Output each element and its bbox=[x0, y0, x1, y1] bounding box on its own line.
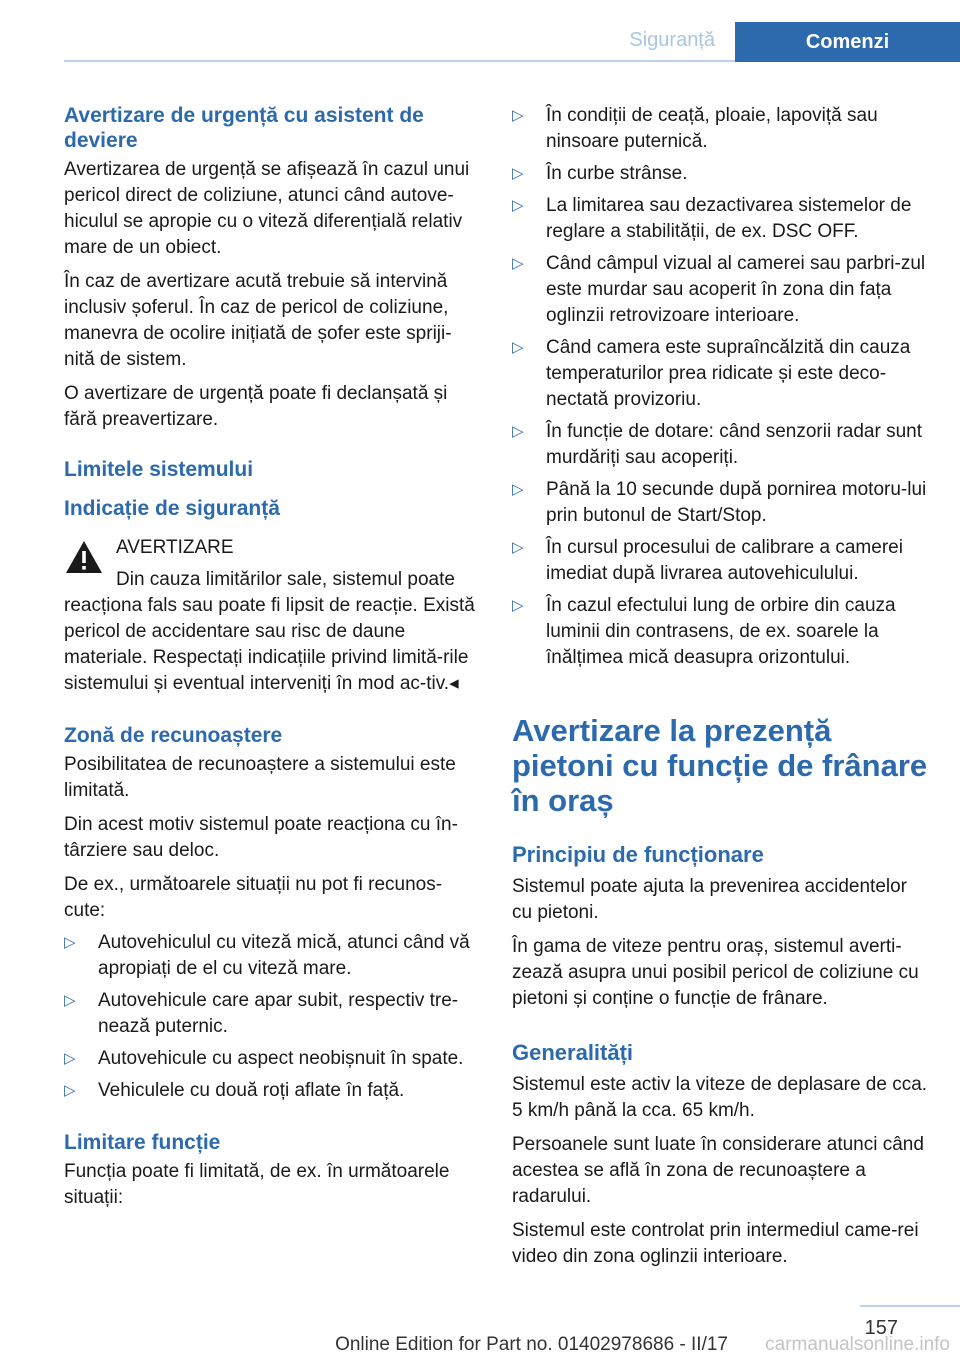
header-tab: Comenzi bbox=[735, 22, 960, 62]
list-item: ▷ Autovehicule cu aspect neobișnuit în spate. bbox=[64, 1046, 480, 1072]
bullet-triangle-icon: ▷ bbox=[64, 934, 76, 951]
list-item: ▷ Când câmpul vizual al camerei sau parbri‐zul este murdar sau acoperit în zona din fața oglinzii retrovizoare interioare. bbox=[512, 253, 926, 326]
list-item: ▷ La limitarea sau dezactivarea sistemelor de reglare a stabilității, de ex. DSC OFF. bbox=[512, 195, 912, 242]
bullet-triangle-icon: ▷ bbox=[512, 597, 524, 614]
heading-limitele-sistemului: Limitele sistemului bbox=[64, 458, 254, 481]
bullet-triangle-icon: ▷ bbox=[512, 339, 524, 356]
bullet-triangle-icon: ▷ bbox=[512, 539, 524, 556]
heading-avertizare-urgenta: Avertizare de urgență cu asistent de deviere bbox=[64, 104, 424, 152]
list-item: ▷ Vehiculele cu două roți aflate în față. bbox=[64, 1078, 480, 1104]
list-item: ▷ Autovehicule care apar subit, respectiv tre‐nează puternic. bbox=[64, 990, 459, 1037]
bullet-triangle-icon: ▷ bbox=[512, 107, 524, 124]
bullet-triangle-icon: ▷ bbox=[64, 992, 76, 1009]
bullet-triangle-icon: ▷ bbox=[64, 1050, 76, 1067]
paragraph: În gama de viteze pentru oraș, sistemul averti‐zează asupra unui posibil pericol de coliziune cu pietoni și conține o funcție de frânare. bbox=[512, 936, 919, 1009]
paragraph: Avertizarea de urgență se afișează în cazul unui pericol direct de coliziune, atunci când autove‐hiculul se apropie cu o viteză diferențială relativ mare de un obiect. bbox=[64, 159, 470, 258]
bullet-triangle-icon: ▷ bbox=[512, 165, 524, 182]
list-item: ▷ Când camera este supraîncălzită din cauza temperaturilor prea ridicate și este deco‐nectată provizoriu. bbox=[512, 337, 911, 410]
heading-zona-recunoastere: Zonă de recunoaștere bbox=[64, 724, 283, 747]
paragraph: De ex., următoarele situații nu pot fi recunos‐cute: bbox=[64, 874, 443, 921]
paragraph: În caz de avertizare acută trebuie să intervină inclusiv șoferul. În caz de pericol de coliziune, manevra de ocolire inițiată de șofer este spriji‐nită de sistem. bbox=[64, 271, 452, 370]
bullet-triangle-icon: ▷ bbox=[64, 1082, 76, 1099]
paragraph: Sistemul este activ la viteze de deplasare de cca. 5 km/h până la cca. 65 km/h. bbox=[512, 1074, 928, 1121]
heading-limitare-functie: Limitare funcție bbox=[64, 1131, 221, 1154]
heading-indicatie-siguranta: Indicație de siguranță bbox=[64, 497, 280, 520]
footer-rule bbox=[860, 1305, 960, 1307]
list-item: ▷ Până la 10 secunde după pornirea motoru‐lui prin butonul de Start/Stop. bbox=[512, 479, 927, 526]
list-item: ▷ În cursul procesului de calibrare a camerei imediat după livrarea autovehiculului. bbox=[512, 537, 903, 584]
paragraph: O avertizare de urgență poate fi declanșată și fără preavertizare. bbox=[64, 383, 448, 430]
warning-title: AVERTIZARE bbox=[116, 537, 234, 558]
left-column bbox=[64, 103, 480, 1219]
list-item: ▷ În curbe strânse. bbox=[512, 161, 928, 187]
bullet-triangle-icon: ▷ bbox=[512, 255, 524, 272]
header-section-label: Siguranță bbox=[629, 29, 715, 51]
warning-triangle-icon bbox=[64, 539, 104, 575]
list-item: ▷ În condiții de ceață, ploaie, lapoviță sau ninsoare puternică. bbox=[512, 105, 878, 152]
warning-box bbox=[64, 535, 480, 697]
edition-label: Online Edition for Part no. 01402978686 - II/17 bbox=[335, 1334, 728, 1355]
heading-generalitati: Generalități bbox=[512, 1040, 634, 1065]
watermark: carmanualsonline.info bbox=[765, 1334, 950, 1355]
warning-body: Din cauza limitărilor sale, sistemul poate reacționa fals sau poate fi lipsit de reacție. Există pericol de accidentare sau risc de daune materiale. Respectați indicațiile privind limită‐rile sistemului și eventual interveniți în mod ac‐tiv.◂ bbox=[64, 569, 475, 694]
paragraph: Funcția poate fi limitată, de ex. în următoarele situații: bbox=[64, 1161, 450, 1208]
list-item: ▷ Autovehiculul cu viteză mică, atunci când vă apropiați de el cu viteză mare. bbox=[64, 932, 470, 979]
paragraph: Posibilitatea de recunoaștere a sistemului este limitată. bbox=[64, 754, 456, 801]
bullet-triangle-icon: ▷ bbox=[512, 423, 524, 440]
right-column bbox=[512, 103, 928, 1278]
paragraph: Din acest motiv sistemul poate reacționa cu în‐târziere sau deloc. bbox=[64, 814, 458, 861]
paragraph: Sistemul poate ajuta la prevenirea accidentelor cu pietoni. bbox=[512, 876, 908, 923]
page-number: 157 bbox=[864, 1317, 898, 1339]
bullet-triangle-icon: ▷ bbox=[512, 197, 524, 214]
heading-principiu-functionare: Principiu de funcționare bbox=[512, 842, 764, 867]
heading-avertizare-pietoni: Avertizare la prezență pietoni cu funcție de frânare în oraș bbox=[512, 713, 928, 818]
list-item: ▷ În cazul efectului lung de orbire din cauza luminii din contrasens, de ex. soarele la înălțimea mică deasupra orizontului. bbox=[512, 595, 896, 668]
bullet-list bbox=[512, 103, 928, 671]
list-item: ▷ În funcție de dotare: când senzorii radar sunt murdăriți sau acoperiți. bbox=[512, 421, 923, 468]
bullet-list bbox=[64, 930, 480, 1104]
paragraph: Persoanele sunt luate în considerare atunci când acestea se află în zona de recunoaștere a radarului. bbox=[512, 1134, 924, 1207]
paragraph: Sistemul este controlat prin intermediul came‐rei video din zona oglinzii interioare. bbox=[512, 1220, 919, 1267]
bullet-triangle-icon: ▷ bbox=[512, 481, 524, 498]
